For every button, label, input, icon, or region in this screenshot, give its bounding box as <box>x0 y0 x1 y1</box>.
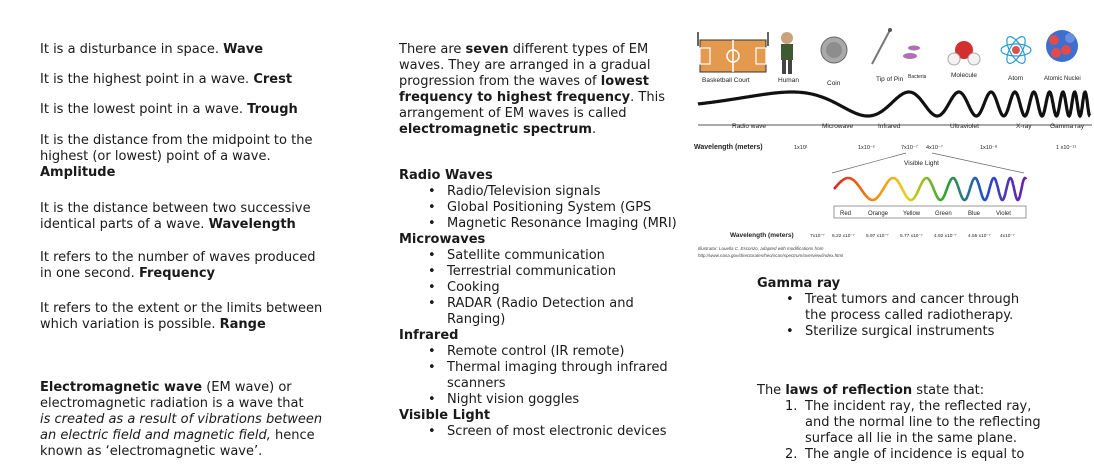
visible-tick: 7x10⁻⁷ <box>810 234 825 239</box>
def-range: It refers to the extent or the limits between which variation is possible. Range <box>40 301 323 332</box>
wavelength-tick: 1x10⁻² <box>858 145 875 151</box>
list-item: • Terrestrial communication <box>428 264 616 279</box>
laws-of-reflection: The laws of reflection state that: 1. The incident ray, the reflected ray, and the normal line to the reflecting surface all lie in the same plane. 2. The angle of incidence is equal to <box>757 383 1041 462</box>
em-wave-definition: Electromagnetic wave (EM wave) or electromagnetic radiation is a wave that is created as a result of vibrations between an electric field and magnetic field, hence known as ‘electromagnetic wave’. <box>40 380 323 459</box>
band-label: Ultraviolet <box>950 123 979 130</box>
def-amplitude: It is the distance from the midpoint to the highest (or lowest) point of a wave. Amplitude <box>40 133 313 180</box>
visible-tick: 5.97 x10⁻⁷ <box>866 234 889 239</box>
atomic-nuclei-icon <box>1046 30 1078 62</box>
gamma-ray-section <box>757 276 1019 340</box>
list-item: • Night vision goggles <box>428 392 580 407</box>
coin-icon <box>821 37 847 63</box>
def-frequency: It refers to the number of waves produced in one second. Frequency <box>40 250 316 281</box>
list-item: • Sterilize surgical instruments <box>786 324 995 339</box>
list-item: • Remote control (IR remote) <box>428 344 625 359</box>
radio-waves-heading: Radio Waves <box>399 168 493 183</box>
visible-tick: 4.55 x10⁻⁷ <box>968 234 991 239</box>
object-label: Human <box>778 77 799 84</box>
visible-light-heading: Visible Light <box>399 408 491 423</box>
object-label: Tip of Pin <box>876 76 904 83</box>
list-item: • Treat tumors and cancer through <box>786 292 1020 307</box>
human-icon <box>781 32 793 74</box>
def-wave: It is a disturbance in space. Wave <box>40 42 264 57</box>
list-item: • RADAR (Radio Detection and <box>428 296 634 311</box>
microwaves-heading: Microwaves <box>399 232 486 247</box>
color-label: Yellow <box>903 211 921 217</box>
list-item: • Global Positioning System (GPS <box>428 200 652 215</box>
def-trough: It is the lowest point in a wave. Trough <box>40 102 298 117</box>
visible-light-title: Visible Light <box>904 160 939 167</box>
band-label: Microwave <box>822 123 854 130</box>
molecule-icon <box>948 41 980 65</box>
list-item: • Magnetic Resonance Imaging (MRI) <box>428 216 677 231</box>
figure-credit-url: http://www.nasa.gov/directorates/heo/scan/spectrum/overview/index.html <box>698 253 844 258</box>
gamma-ray-heading: Gamma ray <box>757 276 841 291</box>
band-label: Gamma ray <box>1050 123 1084 130</box>
object-label: Atomic Nuclei <box>1044 76 1081 82</box>
list-item-continued: Ranging) <box>447 312 506 327</box>
color-label: Violet <box>996 211 1011 217</box>
wavelength-tick: 1 x10⁻¹¹ <box>1056 145 1077 151</box>
list-item: • Cooking <box>428 280 500 295</box>
visible-wavelength-label: Wavelength (meters) <box>730 232 794 239</box>
spectrum-wave <box>698 92 1090 116</box>
wavelength-tick: 1x10⁻⁸ <box>980 145 998 151</box>
wavelength-tick: 7x10⁻⁷ <box>901 145 918 151</box>
wavelength-label: Wavelength (meters) <box>694 144 763 151</box>
law-item: 2. The angle of incidence is equal to <box>785 447 1025 462</box>
list-item-continued: scanners <box>447 376 506 391</box>
band-label: Infrared <box>878 123 901 130</box>
list-item: • Thermal imaging through infrared <box>428 360 668 375</box>
object-label: Basketball Court <box>702 77 750 84</box>
basketball-court-icon <box>698 32 768 72</box>
object-label: Coin <box>827 80 841 87</box>
object-label: Molecule <box>951 72 978 79</box>
list-item: • Satellite communication <box>428 248 605 263</box>
pin-icon <box>872 28 892 64</box>
em-applications <box>399 168 677 440</box>
def-crest: It is the highest point in a wave. Crest <box>40 72 293 87</box>
figure-credit: Illustrator: Louella C. Escorizo, adapted with modifications from <box>698 246 824 251</box>
list-item-continued: the process called radiotherapy. <box>805 308 1014 323</box>
infrared-heading: Infrared <box>399 328 459 343</box>
color-label: Red <box>840 211 852 217</box>
visible-tick: 5.77 x10⁻⁷ <box>900 234 923 239</box>
atom-icon <box>1001 34 1031 66</box>
def-wavelength: It is the distance between two successive identical parts of a wave. Wavelength <box>40 201 311 232</box>
visible-tick: 6.22 x10⁻⁷ <box>832 234 855 239</box>
color-label: Green <box>935 211 952 217</box>
wavelength-tick: 4x10⁻⁷ <box>926 145 943 151</box>
band-label: X-ray <box>1016 123 1032 130</box>
em-spectrum-intro: There are seven different types of EM waves. They are arranged in a gradual progression from the waves of lowest frequency to highest frequency. This arrangement of EM waves is called electromagnetic spectrum. <box>399 42 665 137</box>
band-label: Radio wave <box>732 123 766 130</box>
object-label: Bacteria <box>908 74 927 80</box>
visible-tick: 4x10⁻⁷ <box>1000 234 1015 239</box>
law-item: 1. The incident ray, the reflected ray, and the normal line to the reflecting surface all lie in the same plane. <box>785 399 1041 446</box>
color-label: Orange <box>868 211 889 217</box>
color-label: Blue <box>968 211 981 217</box>
list-item: • Screen of most electronic devices <box>428 424 667 439</box>
visible-wave <box>834 178 1026 200</box>
wavelength-tick: 1x10¹ <box>794 145 808 151</box>
object-label: Atom <box>1008 75 1024 82</box>
em-spectrum-figure <box>694 26 1094 262</box>
list-item: • Radio/Television signals <box>428 184 601 199</box>
bacteria-icon <box>903 46 920 60</box>
visible-tick: 4.92 x10⁻⁷ <box>934 234 957 239</box>
